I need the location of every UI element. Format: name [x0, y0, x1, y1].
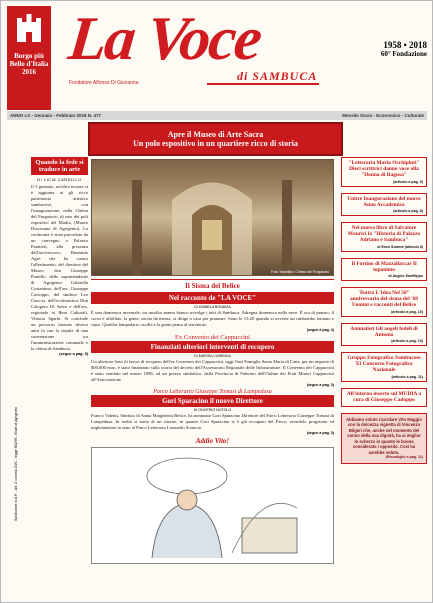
- issue-info-bar: [7, 111, 427, 120]
- teaser-6[interactable]: Gruppo Fotografico Sambucese XI Concorso Fotografico Nazionale (articolo a pag. 11): [341, 352, 427, 382]
- logo-caption: Borgo più Bello d'Italia 2016: [9, 52, 49, 76]
- left-article-cont: (segue a pag. 5): [59, 352, 88, 356]
- newspaper-subtitle: di SAMBUCA: [237, 69, 318, 83]
- left-article-body: Il 5 gennaio, un'altra tessera si è aggiunta ai gli ricco patrimonio artistico sambucese, con l'inaugurazione, nella Chiesa del Purgatorio, di uno dei poli espositivi del Mudia, (Museo Diocesano di Agrigento). La cerimonia è stata preceduta da un convegno a Palazzo Panitteri, alla presenza dell'arcivescovo Bernardo Agrò che ha curato l'allestimento, del direttore del Museo, don Giuseppe Pontillo, delle soprintendente di Agrigento Gabriella Costantino, dell'ass. Giuseppe Cacioppo, del sindaco Leo Ciaccio, dell'ecclesiastica Don Calogero Di Salvo e dell'ass. regionale ai Beni Culturali, Vittorio Sgarbi. Si conclude un percorso iniziato diversi anni fa con la stipula di una convenzione tra l'amministrazione comunale e la chiesa di Sambuca.: [31, 184, 88, 351]
- parco-article[interactable]: [91, 389, 334, 435]
- castle-icon: [14, 12, 44, 44]
- cappuccini-article[interactable]: [91, 334, 334, 387]
- parco-title: Gori Sparacino il nuovo Direttore: [91, 395, 334, 407]
- teaser-0[interactable]: "Letteraria Maria Occhipinti" Dieci scrittrici danno voce alla "Donna di Ragusa" (articolo a pag. 5): [341, 157, 427, 187]
- cappuccini-byline: DI MARISA CUBENDA: [194, 354, 231, 358]
- parco-cont: (segue a pag. 3): [306, 431, 334, 435]
- cartoon-vignette[interactable]: [91, 447, 334, 564]
- sisma-cont: (segue a pag. 4): [306, 328, 334, 332]
- teaser-4[interactable]: Teatro L'Idea Nel 50° anniversario del sisma del '68 Uomini e racconti del Belice (articolo a pag. 10): [341, 287, 427, 317]
- left-article-byline: DI LICIA CARDILLO: [37, 177, 82, 182]
- municipal-logo: [7, 6, 51, 110]
- right-column: [341, 157, 427, 464]
- sisma-title: Il Sisma del Belice: [91, 279, 334, 292]
- left-article[interactable]: [31, 157, 88, 356]
- pink-box-page: (Ricordiglio a pag. 11): [385, 454, 423, 459]
- sisma-body: È una domenica invernale, un insolito manto bianco avvolge i tetti di Sambuca. Adregna domenica nella neve. È ora di pranzo, il corso è affollato, la gente, uscita da messa, si dirige a casa per pranzare. Sono le 13:20 quando si avverte un rimbombo lontano e cupo. Qualche lampadario oscilla e la gente pensa al terremoto.: [91, 310, 334, 327]
- founder-line: Fondatore Alfonso Di Giovanna: [69, 80, 139, 86]
- years-block: [355, 40, 427, 58]
- teaser-5[interactable]: Animalisti Gli angeli fedeli di Antonio (articolo a pag. 10): [341, 323, 427, 346]
- teaser-2[interactable]: Nel nuovo libro di Salvatore Maurici la "Historia di Palazzo Adriano e Sambuca" di Enzo Sciamè (articolo 8): [341, 222, 427, 252]
- sisma-article[interactable]: [91, 279, 334, 332]
- publication-type: Mensile Socio - Economico - Culturale: [342, 113, 424, 118]
- parco-byline: DI ONOFRIO NOTOLO: [193, 408, 232, 412]
- photo-caption: Foto Tarantino: Chiesa del Purgatorio: [271, 270, 329, 274]
- teaser-1[interactable]: Unitre Inaugurazione del nuovo Anno Accademico (articolo a pag. 8): [341, 193, 427, 216]
- teaser-3[interactable]: Il Fortino di Mazzallaccar Il toponimo di Angelo Sanfilippo: [341, 258, 427, 281]
- parco-kicker: Parco Letterario Giuseppe Tomasi di Lampedusa: [153, 389, 272, 395]
- left-article-title: Quando la fede si traduce in arte: [31, 157, 88, 175]
- teaser-7[interactable]: All'interno inserto sul MUDIA a cura di Giuseppe Cadoppo: [341, 388, 427, 407]
- addio-title: Addio Vito!: [195, 437, 230, 445]
- newspaper-title: La Voce: [65, 5, 264, 73]
- altar-image: [92, 160, 333, 275]
- cappuccini-body: Un ulteriore lotto di lavori di recupero dell'ex Convento dei Cappuccini, oggi Oasi Famiglia Santa Maria di Cana, per un importo di 800.000 euro, è stato finanziato sulla scorta del decreto dell'Assessorato Regionale delle Infrastrutture. Il Convento dei Cappuccini è stato venduto nel marzo 1996, ad un prezzo simbolico, dalla Provincia di Palermo dell'Ordine dei Frati Minori Cappuccini all'Associazione: [91, 359, 334, 382]
- pink-box-text: Abbiamo voluto ricordare Vito Maggio con la dolcezza vignetta di Vincenzo Bilgeri che, anche nel momento del sonno della sua dignità, ha ai miglior lo scherzo in quanto le buona considerato i opposito. Così lui avrebbe voluto.: [346, 417, 422, 455]
- church-photo[interactable]: [91, 159, 334, 276]
- vito-maggio-note[interactable]: [341, 413, 427, 464]
- cartoon-drawing: [92, 448, 333, 563]
- cappuccini-title: Finanziati ulteriori interventi di recupero: [91, 341, 334, 353]
- anniversary: 60° Fondazione: [380, 50, 427, 58]
- headline-line1: Apre il Museo di Arte Sacra: [167, 130, 264, 139]
- cappuccini-kicker: Ex Convento dei Cappuccini: [175, 334, 250, 341]
- sisma-kicker: Nel racconto de "LA VOCE": [91, 292, 334, 304]
- masthead: [7, 6, 427, 110]
- headline-line2: Un polo espositivo in un quartiere ricco di storia: [133, 139, 298, 148]
- parco-body: Franco Valenti, Sindaco di Santa Margherita Belice, ha nominato Gori Sparacino Direttore del Parco Letterario Giuseppe Tomasi di Lampedusa. In realtà si tratta di un ritorno, in quanto Gori Sparacino si è già occupato del Parco, avendolo progettato ed implementato in seno al Parco Letterario Leonardo Sciascia.: [91, 413, 334, 430]
- sisma-byline: DI DANIELA BONAVIA: [194, 305, 231, 309]
- postal-info: Spedizione in A.P. - Art. 2 comma 20/C - legge 662/96 - filiale di Agrigento: [14, 407, 18, 521]
- cappuccini-cont: (segue a pag. 3): [306, 383, 334, 387]
- years: 1958 • 2018: [383, 40, 427, 50]
- main-headline[interactable]: [88, 122, 343, 156]
- issue-number: ANNO LX - Gennaio - Febbraio 2018 N. 477: [10, 113, 102, 118]
- center-column: [91, 159, 334, 564]
